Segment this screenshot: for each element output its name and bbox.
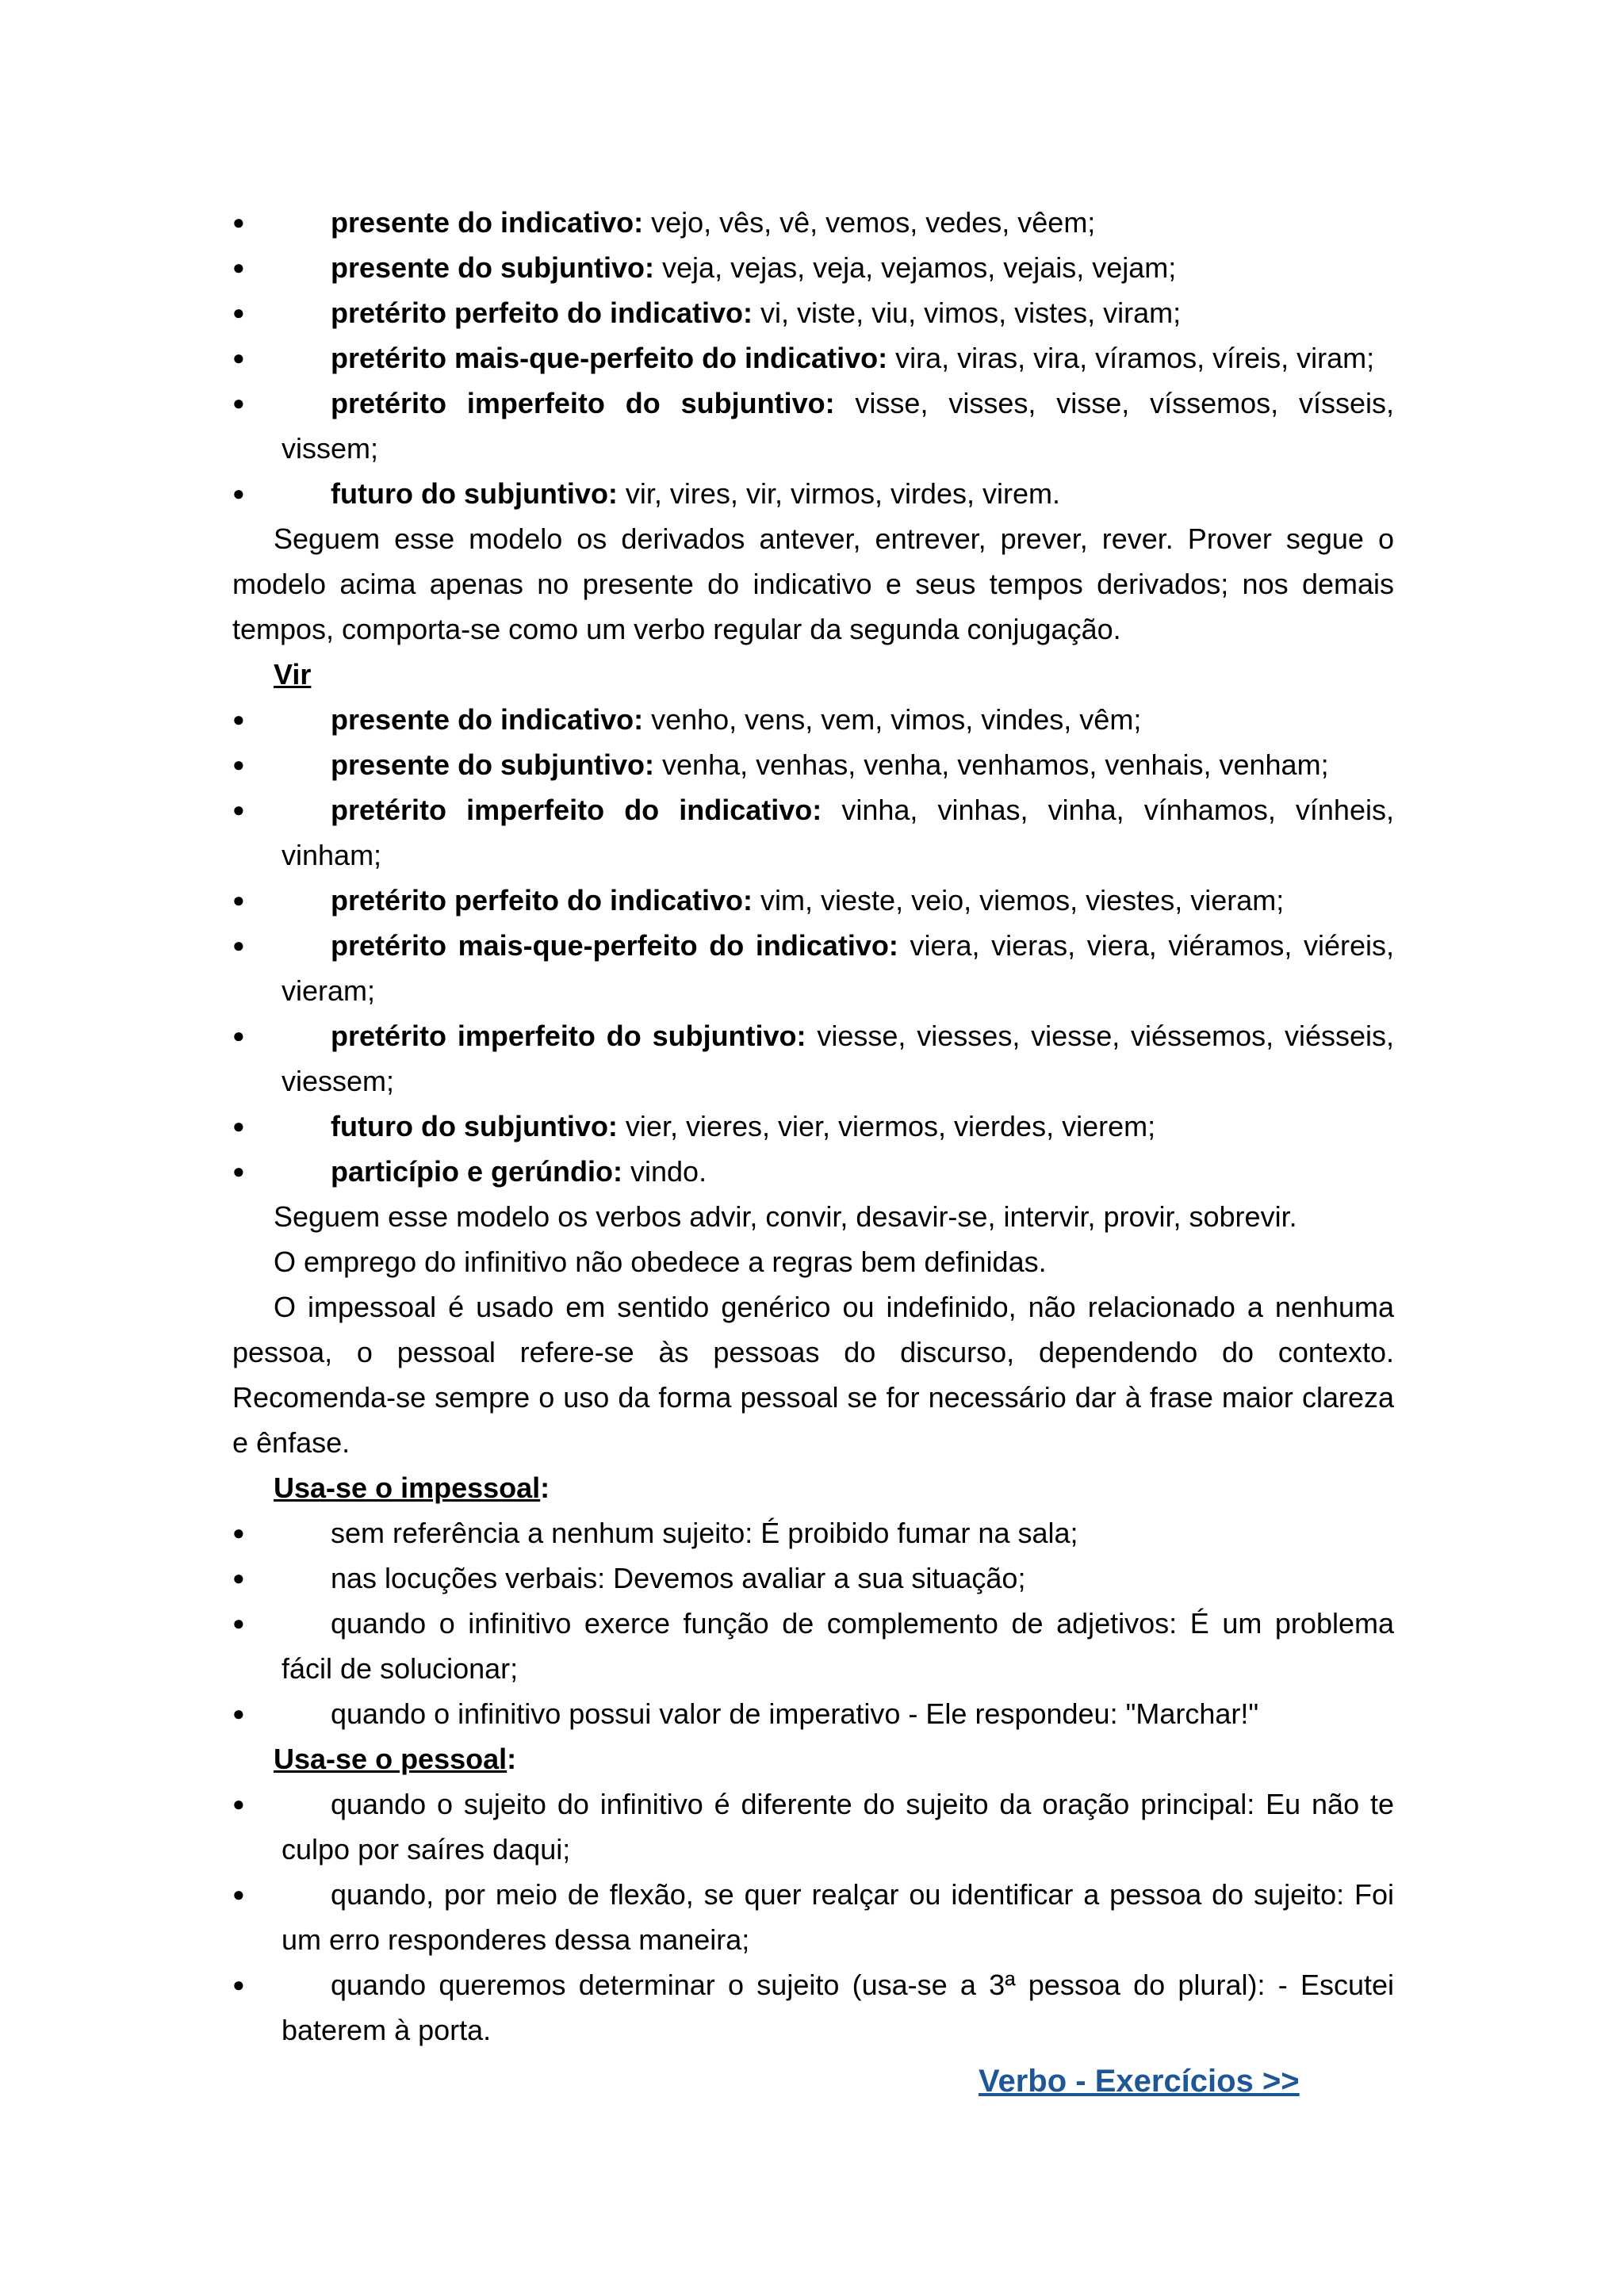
list-item xyxy=(232,290,1394,335)
tense-label: futuro do subjuntivo: xyxy=(331,477,618,510)
conjugation-text: viera, vieras, viera, viéramos, viéreis, vieram; xyxy=(282,929,1394,1007)
ver-conjugation-list xyxy=(232,200,1394,516)
pessoal-usage-list xyxy=(232,1781,1394,2053)
usage-text: quando o sujeito do infinitivo é diferente do sujeito da oração principal: Eu não te culpo por saíres daqui; xyxy=(282,1788,1394,1866)
list-item xyxy=(232,1556,1394,1601)
bullet-icon: ● xyxy=(232,1973,245,1996)
list-item xyxy=(232,923,1394,1013)
navigation-row xyxy=(232,2053,1394,2108)
tense-label: pretérito mais-que-perfeito do indicativo: xyxy=(331,342,888,374)
conjugation-text: venho, vens, vem, vimos, vindes, vêm; xyxy=(643,703,1142,736)
conjugation-text: vim, vieste, veio, viemos, viestes, vieram; xyxy=(753,884,1285,916)
conjugation-text: vi, viste, viu, vimos, vistes, viram; xyxy=(753,297,1182,329)
list-item xyxy=(232,697,1394,742)
tense-label: presente do subjuntivo: xyxy=(331,748,655,781)
tense-label: presente do indicativo: xyxy=(331,703,644,736)
list-item xyxy=(232,200,1394,245)
bullet-icon: ● xyxy=(232,1566,245,1590)
tense-label: pretérito perfeito do indicativo: xyxy=(331,884,753,916)
heading-pessoal-row xyxy=(274,1736,1394,1781)
conjugation-text: vindo. xyxy=(622,1155,707,1188)
list-item xyxy=(232,742,1394,787)
tense-label: presente do subjuntivo: xyxy=(331,251,655,284)
bullet-icon: ● xyxy=(232,798,245,821)
list-item xyxy=(232,471,1394,516)
usage-text: quando, por meio de flexão, se quer realçar ou identificar a pessoa do sujeito: Foi um erro responderes dessa maneira; xyxy=(282,1878,1394,1956)
conjugation-text: vejo, vês, vê, vemos, vedes, vêem; xyxy=(643,206,1096,239)
heading-colon: : xyxy=(540,1471,550,1504)
bullet-icon: ● xyxy=(232,1159,245,1183)
paragraph-impessoal-pessoal: O impessoal é usado em sentido genérico ou indefinido, não relacionado a nenhuma pessoa, o pessoal refere-se às pessoas do discurso, dependendo do contexto. Recomenda-se sempre o uso da forma pessoal se for necessário dar à frase maior clareza e ênfase. xyxy=(232,1291,1394,1459)
bullet-icon: ● xyxy=(232,707,245,731)
bullet-icon: ● xyxy=(232,210,245,234)
tense-label: pretérito perfeito do indicativo: xyxy=(331,297,753,329)
list-item xyxy=(232,1962,1394,2053)
bullet-icon: ● xyxy=(232,1521,245,1544)
bullet-icon: ● xyxy=(232,752,245,776)
bullet-icon: ● xyxy=(232,481,245,505)
tense-label: pretérito imperfeito do subjuntivo: xyxy=(331,1020,806,1052)
paragraph-vir-derivatives: Seguem esse modelo os verbos advir, convir, desavir-se, intervir, provir, sobrevir. xyxy=(274,1200,1297,1233)
bullet-icon: ● xyxy=(232,1611,245,1635)
next-exercises-link[interactable]: Verbo - Exercícios >> xyxy=(979,2064,1300,2099)
bullet-icon: ● xyxy=(232,391,245,415)
bullet-icon: ● xyxy=(232,255,245,279)
bullet-icon: ● xyxy=(232,300,245,324)
list-item xyxy=(232,878,1394,923)
bullet-icon: ● xyxy=(232,1882,245,1906)
list-item xyxy=(232,335,1394,381)
heading-impessoal: Usa-se o impessoal xyxy=(274,1471,541,1504)
list-item xyxy=(232,1872,1394,1962)
list-item xyxy=(232,1510,1394,1556)
heading-impessoal-row xyxy=(274,1465,1394,1510)
conjugation-text: vir, vires, vir, virmos, virdes, virem. xyxy=(617,477,1060,510)
usage-text: nas locuções verbais: Devemos avaliar a sua situação; xyxy=(331,1562,1026,1594)
conjugation-text: vinha, vinhas, vinha, vínhamos, vínheis, vinham; xyxy=(282,794,1394,871)
bullet-icon: ● xyxy=(232,1024,245,1047)
conjugation-text: viesse, viesses, viesse, viéssemos, viésseis, viessem; xyxy=(282,1020,1394,1097)
bullet-icon: ● xyxy=(232,346,245,369)
bullet-icon: ● xyxy=(232,888,245,912)
heading-vir: Vir xyxy=(274,658,312,691)
paragraph-infinitivo: O emprego do infinitivo não obedece a regras bem definidas. xyxy=(274,1246,1047,1278)
conjugation-text: venha, venhas, venha, venhamos, venhais, venham; xyxy=(654,748,1329,781)
list-item xyxy=(232,787,1394,878)
list-item xyxy=(232,1601,1394,1691)
tense-label: particípio e gerúndio: xyxy=(331,1155,623,1188)
list-item xyxy=(232,1104,1394,1149)
impessoal-usage-list xyxy=(232,1510,1394,1736)
heading-pessoal: Usa-se o pessoal xyxy=(274,1743,508,1775)
tense-label: pretérito mais-que-perfeito do indicativo: xyxy=(331,929,898,962)
usage-text: quando queremos determinar o sujeito (usa-se a 3ª pessoa do plural): - Escutei baterem à porta. xyxy=(282,1969,1394,2046)
usage-text: sem referência a nenhum sujeito: É proibido fumar na sala; xyxy=(331,1517,1078,1549)
vir-conjugation-list xyxy=(232,697,1394,1194)
conjugation-text: vier, vieres, vier, viermos, vierdes, vierem; xyxy=(617,1110,1156,1142)
usage-text: quando o infinitivo possui valor de imperativo - Ele respondeu: "Marchar!" xyxy=(331,1697,1259,1730)
document-page xyxy=(232,200,1394,2108)
bullet-icon: ● xyxy=(232,1701,245,1725)
conjugation-text: veja, vejas, veja, vejamos, vejais, vejam; xyxy=(654,251,1177,284)
bullet-icon: ● xyxy=(232,933,245,957)
paragraph-ver-derivatives: Seguem esse modelo os derivados antever, entrever, prever, rever. Prover segue o modelo acima apenas no presente do indicativo e seus tempos derivados; nos demais tempos, comporta-se como um verbo regular da segunda conjugação. xyxy=(232,522,1394,645)
list-item xyxy=(232,381,1394,471)
list-item xyxy=(232,1149,1394,1194)
tense-label: presente do indicativo: xyxy=(331,206,644,239)
conjugation-text: visse, visses, visse, víssemos, vísseis, vissem; xyxy=(282,387,1394,465)
bullet-icon: ● xyxy=(232,1114,245,1138)
heading-colon: : xyxy=(507,1743,517,1775)
tense-label: pretérito imperfeito do indicativo: xyxy=(331,794,822,826)
usage-text: quando o infinitivo exerce função de complemento de adjetivos: É um problema fácil de solucionar; xyxy=(282,1607,1394,1685)
list-item xyxy=(232,245,1394,290)
conjugation-text: vira, viras, vira, víramos, víreis, viram; xyxy=(887,342,1375,374)
tense-label: pretérito imperfeito do subjuntivo: xyxy=(331,387,835,419)
list-item xyxy=(232,1781,1394,1872)
list-item xyxy=(232,1013,1394,1104)
tense-label: futuro do subjuntivo: xyxy=(331,1110,618,1142)
list-item xyxy=(232,1691,1394,1736)
bullet-icon: ● xyxy=(232,1792,245,1816)
